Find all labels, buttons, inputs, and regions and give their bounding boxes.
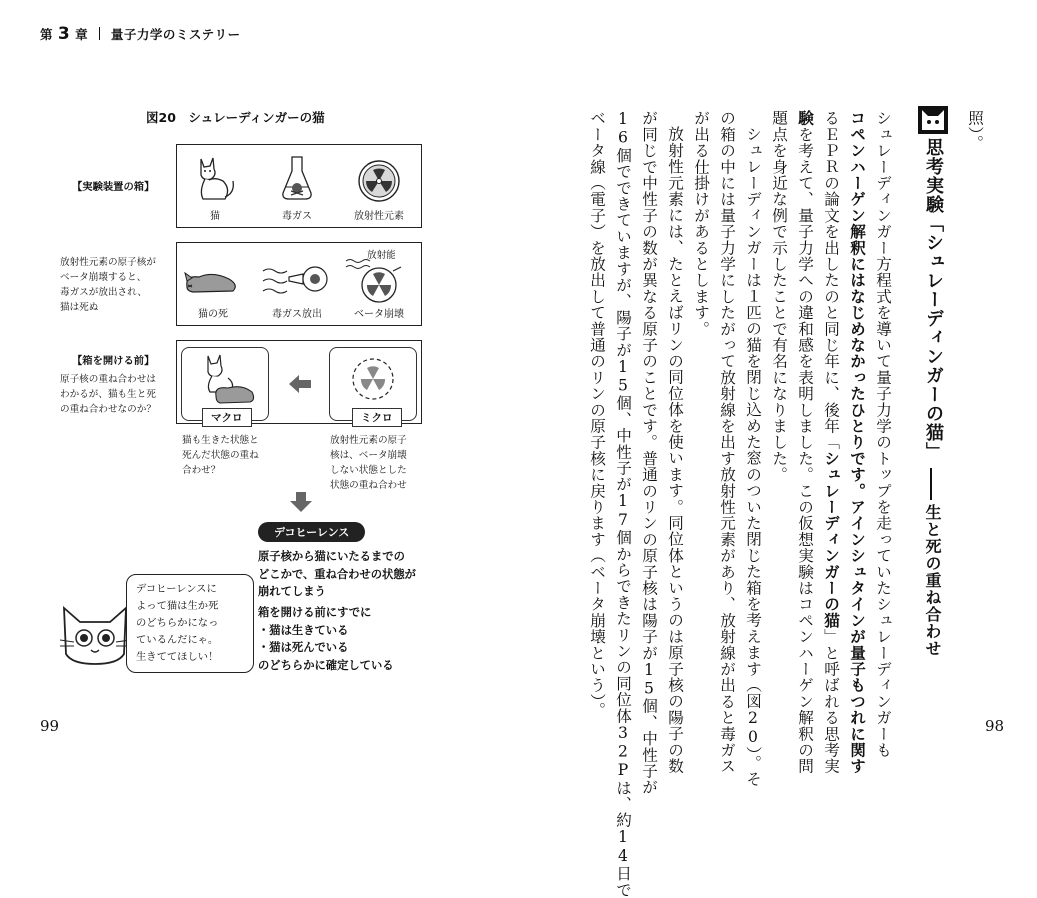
box3-side-line: わかるが、猫も生と死 <box>60 389 156 400</box>
body-column: が同じで中性子の数が異なる原子のことです。普通のリンの原子核は陽子が15個、中性子が <box>640 110 658 796</box>
superposed-nucleus-icon <box>350 356 396 402</box>
dead-cat-icon <box>183 265 241 295</box>
deco-line: 箱を開ける前にすでに <box>258 606 372 619</box>
heading-cat-icon-bg <box>918 106 948 134</box>
body-column: が出る仕掛けがあるとします。 <box>692 110 710 337</box>
micro-caption-line: しない状態とした <box>330 465 407 476</box>
decoherence-badge: デコヒーレンス <box>258 522 365 542</box>
poison-flask-icon <box>277 153 317 203</box>
bubble-line: デコヒーレンスに <box>136 583 217 595</box>
box3-side-line: の重ね合わせなのか？ <box>60 404 156 415</box>
cat-death-label: 猫の死 <box>198 309 228 320</box>
box2-side-line: 放射性元素の原子核が <box>60 257 156 268</box>
body-column: シュレーディンガー方程式を導いて量子力学のトップを走っていたシュレーディンガーも <box>874 110 892 758</box>
decoherence-explanation <box>258 548 416 601</box>
body-column <box>818 110 844 774</box>
superposed-cat-icon <box>198 352 256 406</box>
body-column: 放射性元素には、たとえばリンの同位体を使います。同位体というのは原子核の陽子の数 <box>666 126 684 774</box>
left-arrow-icon <box>289 375 311 393</box>
box3-label: 【箱を開ける前】 <box>72 355 155 367</box>
body-column: 題点を身近な例で示したことで有名になりました。 <box>770 110 788 483</box>
body-text-bold: シュレーディンガーの猫 <box>822 450 841 629</box>
micro-label: ミクロ <box>352 408 402 427</box>
body-column: コペンハーゲン解釈にはなじめなかったひとりです。アインシュタインが量子もつれに関す <box>848 110 867 775</box>
macro-caption-line: 猫も生きた状態と <box>182 435 259 446</box>
deco-line: ・猫は死んでいる <box>258 641 349 654</box>
chapter-title: 量子力学のミステリー <box>110 27 241 42</box>
down-arrow-icon <box>290 492 312 512</box>
box3-side-line: 原子核の重ね合わせは <box>60 374 156 385</box>
deco-line: どこかで、重ね合わせの状態が <box>258 567 416 581</box>
cat-icon <box>191 153 239 203</box>
previous-text-tail: 照）。 <box>966 110 984 151</box>
page-number-right: 98 <box>985 717 1005 735</box>
decay-process-box <box>176 242 422 326</box>
deco-line: ・猫は生きている <box>258 623 349 637</box>
chapter-number: 3 <box>57 24 71 44</box>
chapter-suffix: 章 <box>75 27 89 42</box>
box2-side-text <box>60 255 156 315</box>
deco-line: のどちらかに確定している <box>258 658 394 672</box>
bubble-line: のどちらかになっ <box>136 617 219 629</box>
micro-panel <box>329 347 417 424</box>
heading-dash <box>930 468 932 500</box>
bubble-line: よって猫は生か死 <box>136 600 219 612</box>
body-text: 」と呼ばれる思考実 <box>822 628 840 775</box>
radioactive-element-label: 放射性元素 <box>354 211 404 222</box>
page-number-left: 99 <box>40 717 60 735</box>
bubble-line: 生きててほしい！ <box>136 651 219 663</box>
macro-caption <box>182 433 259 478</box>
mascot-speech-bubble <box>126 574 254 673</box>
macro-caption-line: 合わせ？ <box>182 465 221 476</box>
beta-decay-label: ベータ崩壊 <box>354 309 404 320</box>
body-text: るＥＰＲの論文を出したのと同じ年に、後年「 <box>822 110 840 451</box>
box2-side-line: 猫は死ぬ <box>60 302 99 313</box>
poison-gas-label: 毒ガス <box>282 211 312 222</box>
heading-cat-icon <box>918 106 948 134</box>
section-subheading: 生と死の重ね合わせ <box>923 504 942 657</box>
radioactive-icon <box>357 159 401 203</box>
deco-line: 原子核から猫にいたるまでの <box>258 550 405 563</box>
body-column <box>792 110 818 774</box>
decoherence-result <box>258 604 394 674</box>
body-column: の箱の中には量子力学にしたがって放射線を出す放射性元素があり、放射線が出ると毒ガス <box>718 110 736 775</box>
macro-panel <box>181 347 269 424</box>
gas-release-icon <box>261 261 329 297</box>
cat-label: 猫 <box>210 211 220 222</box>
before-opening-box <box>176 340 422 424</box>
body-text-bold: 験 <box>796 110 815 127</box>
figure-title: 図20 シュレーディンガーの猫 <box>146 110 325 125</box>
box2-side-line: ベータ崩壊すると、 <box>60 272 147 283</box>
body-column: ベータ線（電子）を放出して普通のリンの原子核に戻ります（ベータ崩壊という）。 <box>588 110 606 718</box>
running-header <box>40 24 241 44</box>
box2-side-line: 毒ガスが放出され、 <box>60 287 147 298</box>
box3-side-text <box>60 372 156 417</box>
macro-label: マクロ <box>202 408 252 427</box>
macro-caption-line: 死んだ状態の重ね <box>182 450 259 461</box>
deco-line: 崩れてしまう <box>258 585 326 598</box>
cat-mascot-icon <box>58 600 132 668</box>
body-column: シュレーディンガーは１匹の猫を閉じ込めた窓のついた閉じた箱を考えます（図20）。そ <box>744 126 762 788</box>
micro-caption <box>330 433 407 493</box>
body-text: を考えて、量子力学への違和感を表明しました。この仮想実験はコペンハーゲン解釈の問 <box>796 126 814 775</box>
body-column: 16個でできていますが、陽子が15個、中性子が17個からできたリンの同位体32Pは、約14日で <box>614 110 632 898</box>
micro-caption-line: 状態の重ね合わせ <box>330 480 407 491</box>
apparatus-box <box>176 144 422 228</box>
box1-label: 【実験装置の箱】 <box>72 181 155 193</box>
beta-decay-icon <box>357 265 403 305</box>
micro-caption-line: 放射性元素の原子 <box>330 435 407 446</box>
bubble-line: ているんだにゃ。 <box>136 634 219 646</box>
chapter-prefix: 第 <box>40 27 54 42</box>
radiation-label: 放射能 <box>367 250 396 261</box>
header-divider <box>99 27 100 40</box>
gas-release-label: 毒ガス放出 <box>272 309 322 320</box>
micro-caption-line: 核は、ベータ崩壊 <box>330 450 407 461</box>
section-heading: 思考実験「シュレーディンガーの猫」 <box>923 138 944 461</box>
